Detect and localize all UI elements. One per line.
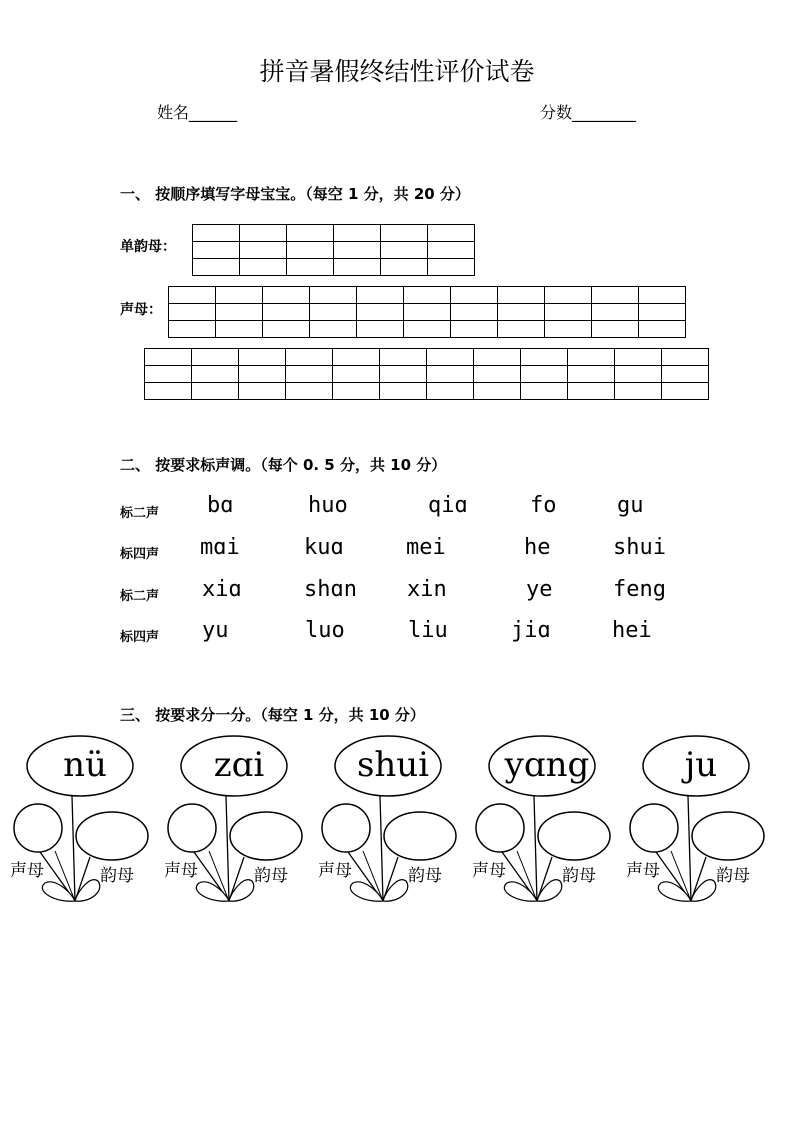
pinyin-word: huo: [308, 493, 348, 518]
flower-initial-label: 声母: [10, 861, 44, 881]
name-field[interactable]: 姓名______: [157, 103, 238, 122]
pinyin-word: xiɑ: [202, 577, 242, 602]
pinyin-word: shɑn: [304, 577, 357, 602]
page-title: 拼音暑假终结性评价试卷: [259, 57, 535, 86]
pinyin-word: jiɑ: [511, 618, 551, 643]
pinyin-word: qiɑ: [428, 493, 468, 518]
pinyin-word: liu: [408, 618, 448, 643]
flower-final-label: 韵母: [408, 866, 442, 886]
pinyin-word: luo: [305, 618, 345, 643]
score-field[interactable]: 分数________: [540, 103, 637, 122]
flower-diagram: [318, 733, 468, 908]
section3-heading: 三、 按要求分一分。（每空 1 分，共 10 分）: [120, 706, 425, 724]
flower-final-label: 韵母: [254, 866, 288, 886]
pinyin-word: kuɑ: [304, 535, 344, 560]
tone-row-label: 标四声: [120, 630, 160, 645]
initial-writing-grid-1[interactable]: [168, 286, 686, 338]
flower-word: nü: [63, 745, 107, 785]
flower-final-label: 韵母: [100, 866, 134, 886]
vowel-writing-grid[interactable]: [192, 224, 475, 276]
vowel-label: 单韵母：: [120, 239, 176, 255]
flower-diagram: [472, 733, 622, 908]
flower-diagram: [626, 733, 776, 908]
section2-heading: 二、 按要求标声调。（每个 0. 5 分，共 10 分）: [120, 456, 447, 474]
pinyin-word: feng: [613, 577, 666, 602]
flower-final-label: 韵母: [716, 866, 750, 886]
tone-row-label: 标四声: [120, 547, 160, 562]
initial-label: 声母：: [120, 302, 162, 318]
flower-final-label: 韵母: [562, 866, 596, 886]
flower-word: ju: [684, 745, 718, 785]
pinyin-word: bɑ: [207, 493, 234, 518]
tone-row-label: 标二声: [120, 589, 160, 604]
flower-diagram: [164, 733, 314, 908]
pinyin-word: ye: [526, 577, 553, 602]
pinyin-word: he: [524, 535, 551, 560]
pinyin-word: shui: [613, 535, 666, 560]
pinyin-word: gu: [617, 493, 644, 518]
pinyin-word: hei: [612, 618, 652, 643]
flower-diagram: [10, 733, 160, 908]
flower-word: shui: [356, 745, 430, 785]
pinyin-word: yu: [202, 618, 229, 643]
flower-initial-label: 声母: [626, 861, 660, 881]
flower-word: yɑng: [504, 745, 590, 785]
pinyin-word: fo: [530, 493, 557, 518]
pinyin-word: xin: [407, 577, 447, 602]
flower-initial-label: 声母: [472, 861, 506, 881]
flower-initial-label: 声母: [164, 861, 198, 881]
section1-heading: 一、 按顺序填写字母宝宝。（每空 1 分，共 20 分）: [120, 185, 470, 203]
pinyin-word: mei: [406, 535, 446, 560]
initial-writing-grid-2[interactable]: [144, 348, 709, 400]
pinyin-word: mɑi: [200, 535, 240, 560]
flower-initial-label: 声母: [318, 861, 352, 881]
flower-word: zɑi: [213, 745, 265, 785]
tone-row-label: 标二声: [120, 506, 160, 521]
